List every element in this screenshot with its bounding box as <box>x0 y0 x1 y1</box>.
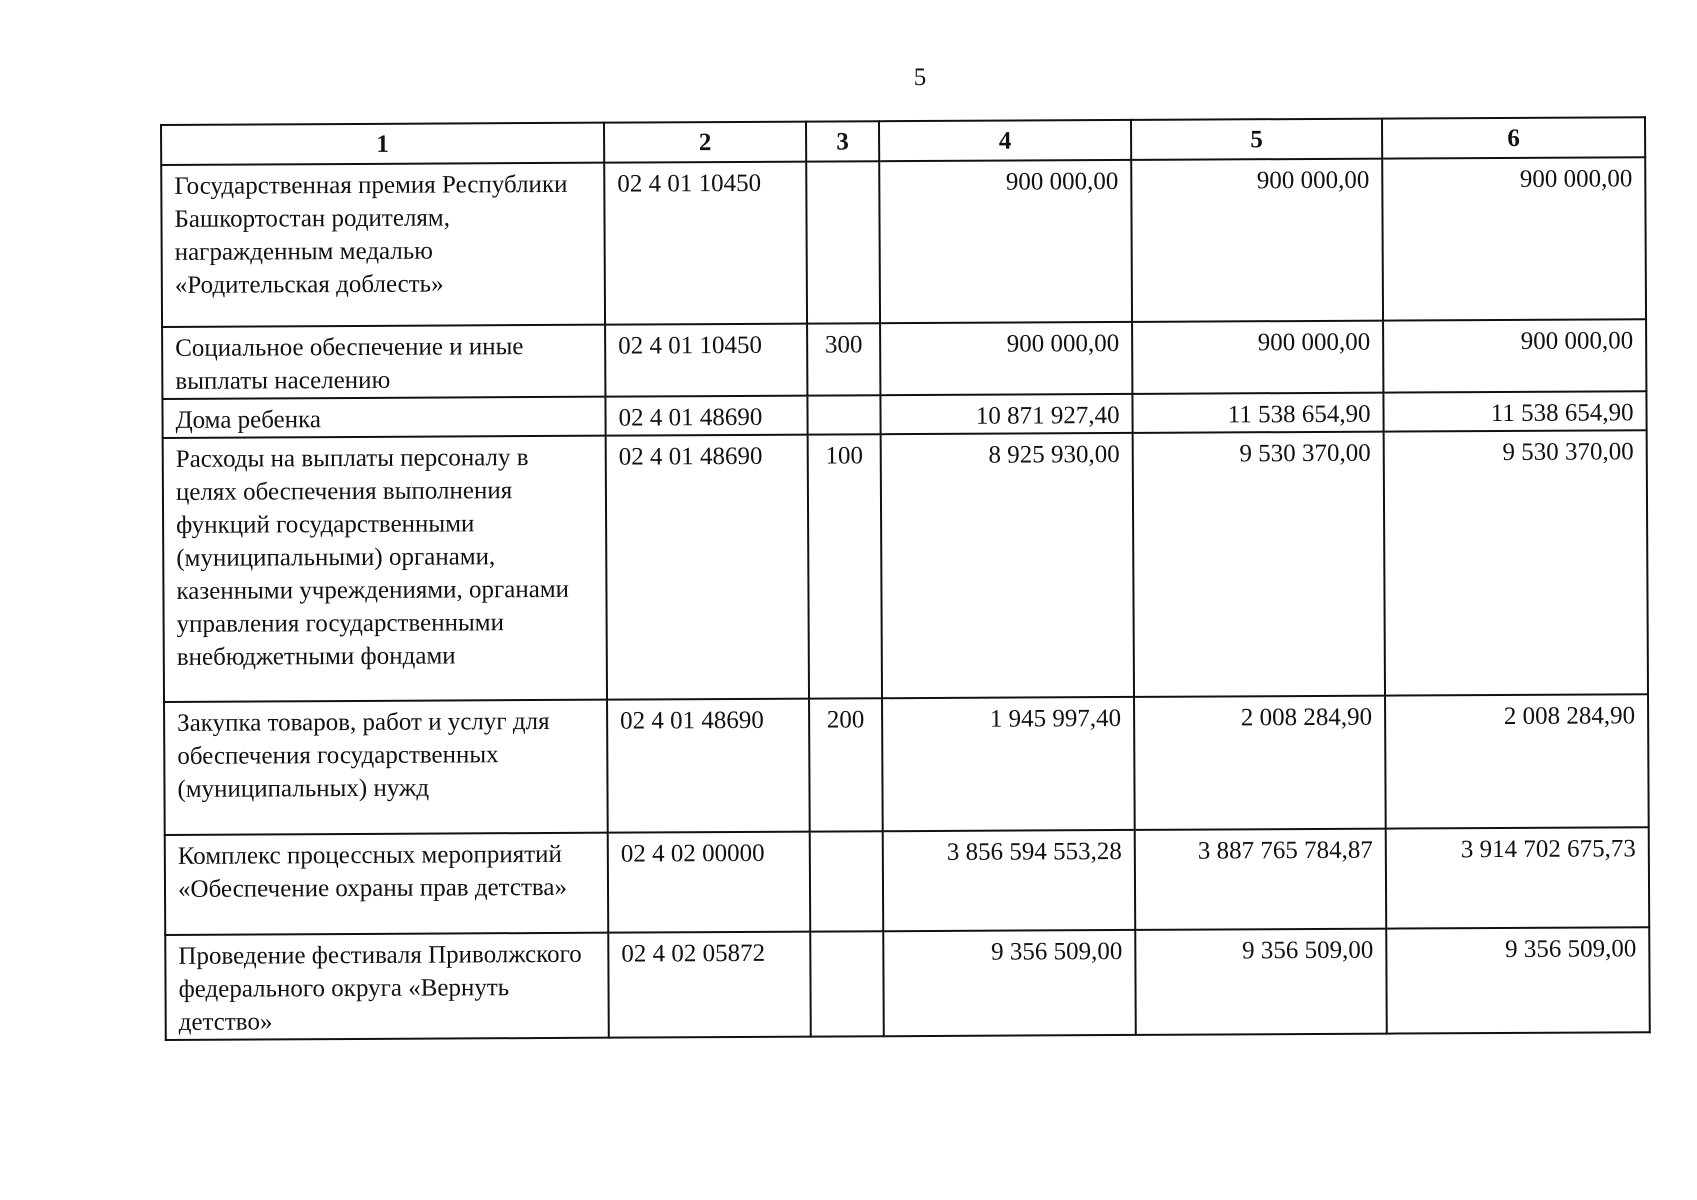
column-header-5: 5 <box>1131 119 1382 160</box>
row-code: 02 4 02 05872 <box>608 932 811 1038</box>
page-number: 5 <box>913 64 927 91</box>
row-value-year2: 9 356 509,00 <box>1135 929 1387 1035</box>
row-value-year1: 1 945 997,40 <box>882 697 1135 831</box>
row-name: Государственная премия Республики Башкортостан родителям, награжденным медалью «Родительская доблесть» <box>161 163 605 327</box>
row-value-year3: 2 008 284,90 <box>1385 694 1649 828</box>
row-name: Комплекс процессных мероприятий «Обеспечение охраны прав детства» <box>165 833 609 935</box>
table-row <box>165 927 1650 1040</box>
row-value-year3: 11 538 654,90 <box>1383 391 1646 431</box>
row-value-year3: 9 356 509,00 <box>1386 927 1650 1033</box>
column-header-2: 2 <box>604 122 806 163</box>
row-expense-type <box>810 831 884 931</box>
row-value-year2: 11 538 654,90 <box>1132 393 1383 433</box>
row-code: 02 4 01 48690 <box>607 699 810 833</box>
row-name: Социальное обеспечение и иные выплаты населению <box>162 325 605 399</box>
row-expense-type <box>806 161 880 323</box>
row-value-year2: 2 008 284,90 <box>1134 696 1386 830</box>
row-value-year2: 9 530 370,00 <box>1133 432 1385 697</box>
column-header-1: 1 <box>161 123 604 165</box>
row-name: Дома ребенка <box>162 397 605 438</box>
row-name: Закупка товаров, работ и услуг для обеспечения государственных (муниципальных) нужд <box>164 700 608 835</box>
row-code: 02 4 02 00000 <box>608 832 811 933</box>
table-row <box>164 694 1649 835</box>
column-header-6: 6 <box>1382 117 1645 158</box>
row-value-year2: 900 000,00 <box>1132 321 1383 394</box>
row-code: 02 4 01 48690 <box>605 396 807 436</box>
table-row <box>162 319 1646 399</box>
row-value-year1: 900 000,00 <box>880 322 1132 395</box>
column-header-4: 4 <box>879 120 1131 161</box>
row-value-year3: 900 000,00 <box>1383 319 1646 392</box>
column-header-3: 3 <box>806 121 879 161</box>
row-value-year1: 8 925 930,00 <box>881 433 1134 698</box>
row-expense-type <box>810 931 884 1036</box>
row-code: 02 4 01 10450 <box>604 162 807 325</box>
row-expense-type: 300 <box>807 323 880 395</box>
row-code: 02 4 01 10450 <box>605 324 807 397</box>
row-value-year1: 9 356 509,00 <box>883 930 1136 1036</box>
row-name: Проведение фестиваля Приволжского федерального округа «Вернуть детство» <box>165 933 609 1040</box>
row-value-year1: 3 856 594 553,28 <box>883 830 1136 931</box>
table-row <box>165 827 1650 935</box>
row-value-year2: 900 000,00 <box>1131 159 1383 322</box>
row-value-year1: 900 000,00 <box>879 160 1132 323</box>
budget-table <box>160 116 1651 1041</box>
row-value-year3: 900 000,00 <box>1382 157 1646 320</box>
table-row <box>161 157 1646 327</box>
row-code: 02 4 01 48690 <box>606 435 809 700</box>
row-name: Расходы на выплаты персоналу в целях обеспечения выполнения функций государственными (муниципальными) органами, казенными учреждениями, органами управления государственными внебюджетными фондами <box>163 436 607 702</box>
row-value-year3: 3 914 702 675,73 <box>1386 827 1650 928</box>
row-expense-type: 200 <box>809 698 883 831</box>
row-expense-type <box>807 395 880 434</box>
row-value-year2: 3 887 765 784,87 <box>1135 829 1387 930</box>
row-value-year3: 9 530 370,00 <box>1384 430 1648 695</box>
table-row <box>163 430 1648 702</box>
row-expense-type: 100 <box>808 434 882 698</box>
row-value-year1: 10 871 927,40 <box>880 394 1132 434</box>
